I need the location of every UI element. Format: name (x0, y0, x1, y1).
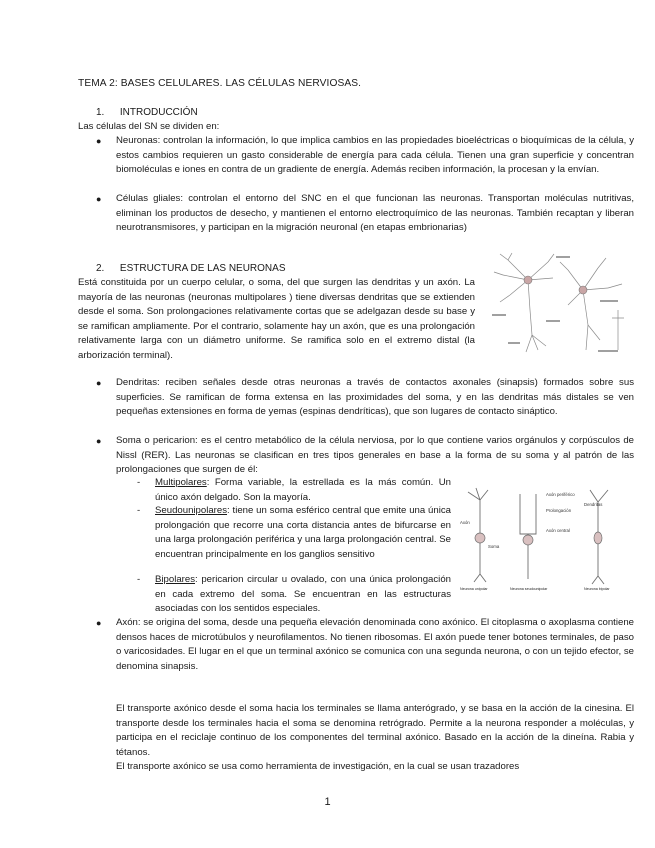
section-2-paragraph: Está constituida por un cuerpo celular, o soma, del que surgen las dendritas y un axón. La mayoría de las neuronas (neuronas multipolares ) tiene diversas dendritas que se extienden desde el soma. Son prolongaciones relativamente cortas que se adelgazan desde su base y se ramifican ampliamente. Por el contrario, solamente hay un axón, que es una prolongación relativamente larga con un diámetro uniforme. Se ramifica solo en el extremo distal (la arborización terminal). (78, 277, 475, 361)
label-soma: Soma (488, 544, 500, 549)
section-2-title: ESTRUCTURA DE LAS NEURONAS (119, 263, 286, 274)
bullet-soma-text: Soma o pericarion: es el centro metabólico de la célula nerviosa, por lo que contiene varios orgánulos y corpúsculos de Nissl (RER). Las neuronas se clasifican en tres tipos generales en base a la forma de su soma y al patrón de las prolongaciones que surgen de él: (116, 435, 634, 476)
section-1-intro: Las células del SN se dividen en: (78, 121, 220, 132)
bullet-dot-icon: ● (96, 436, 102, 446)
type-bipolares-label: Bipolares (155, 574, 195, 585)
label-axon: Axón (460, 520, 470, 525)
bullet-neuronas (96, 134, 634, 178)
type-seudounipolares-text: : tiene un soma esférico central que emite una única prolongación que recorre una corta distancia antes de bifurcarse en una larga prolongación periférica y una larga prolongación central. Se encuentran principalmente en los ganglios sensitivo (155, 505, 451, 560)
type-multipolares (137, 476, 451, 505)
section-1-number: 1. (96, 107, 105, 118)
bullet-soma (96, 434, 634, 478)
label-neurona-bipolar: Neurona bipolar (584, 587, 610, 591)
neuron-diagram-figure (488, 250, 634, 362)
dash-marker: - (137, 477, 141, 488)
section-2-number: 2. (96, 263, 105, 274)
label-axon-central: Axón central (546, 528, 570, 533)
label-neurona-seudounipolar: Neurona seudounipolar (510, 587, 548, 591)
bullet-dot-icon: ● (96, 618, 102, 628)
bullet-dot-icon: ● (96, 136, 102, 146)
neuron-types-figure (458, 484, 634, 596)
type-seudounipolares-label: Seudounipolares (155, 505, 228, 516)
bullet-dot-icon: ● (96, 194, 102, 204)
bullet-neuronas-text: Neuronas: controlan la información, lo que implica cambios en las propiedades bioeléctricas o bioquímicas de la célula, y estos cambios requieren un gasto considerable de energía para cada célula. Tienen una gran superficie y concentran biomoléculas e iones en contra de un gradiente de energía. Además reciben información, la procesan y la envían. (116, 135, 634, 176)
bullet-celulas-gliales (96, 192, 634, 236)
bullet-dot-icon: ● (96, 378, 102, 388)
label-prolongacion: Prolongación (546, 508, 572, 513)
type-multipolares-label: Multipolares (155, 477, 207, 488)
type-bipolares (137, 573, 451, 617)
type-bipolares-text: : pericarion circular u ovalado, con una única prolongación en cada extremo del soma. Se encuentran en las estructuras asociadas con los sentidos especiales. (155, 574, 451, 615)
dash-marker: - (137, 574, 141, 585)
label-neurona-unipolar: Neurona unipolar (460, 587, 488, 591)
bullet-axon-text: Axón: se origina del soma, desde una pequeña elevación denominada cono axónico. El citoplasma o axoplasma contiene densos haces de microtúbulos y neurofilamentos. No tienen ribosomas. El axón puede tener botones terminales, de paso o varicosidades. El lugar en el que un terminal axónico se comunica con una segunda neurona, o con un tejido efector, se denomina sinapsis. (116, 617, 634, 672)
bullet-dendritas-text: Dendritas: reciben señales desde otras neuronas a través de contactos axonales (sinapsis) formados sobre sus superficies. Se ramifican de forma extensa en las proximidades del soma, y en las dendritas más distales se ven pequeñas extensiones en forma de yemas (espinas dendríticas), que son lugares de contacto sináptico. (116, 377, 634, 418)
label-dendritas: Dendritas (584, 502, 603, 507)
bullet-gliales-text: Células gliales: controlan el entorno del SNC en el que funcionan las neuronas. Transportan moléculas nutritivas, eliminan los productos de desecho, y mantienen el entorno electroquímico de las neuronas. También recaptan y liberan neurotransmisores, y participan en la migración neuronal (en etapas embrionarias) (116, 193, 634, 234)
document-title: TEMA 2: BASES CELULARES. LAS CÉLULAS NERVIOSAS. (78, 78, 362, 89)
type-multipolares-text: : Forma variable, la estrellada es la más común. Un único axón delgado. Son la mayoría. (155, 477, 451, 503)
section-2-heading (96, 262, 286, 277)
bullet-dendritas (96, 376, 634, 420)
type-seudounipolares (137, 504, 451, 562)
dash-marker: - (137, 505, 141, 516)
section-1-heading (96, 106, 198, 121)
bullet-axon (96, 616, 634, 674)
axonal-transport-paragraph: El transporte axónico desde el soma hacia los terminales se llama anterógrado, y se basa en la acción de la cinesina. El transporte desde los terminales hacia el soma se denomina retrógrado. Permite a la neurona responder a moléculas, y participa en el reciclaje continuo de los componentes del terminal axónico. Basado en la acción de la dineína. Rabia y tétanos. (116, 703, 634, 758)
page-number: 1 (324, 796, 331, 808)
axonal-transport-research: El transporte axónico se usa como herramienta de investigación, en la cual se usan trazadores (116, 761, 520, 772)
section-1-title: INTRODUCCIÓN (119, 107, 198, 118)
label-axon-periferico: Axón periférico (546, 492, 575, 497)
